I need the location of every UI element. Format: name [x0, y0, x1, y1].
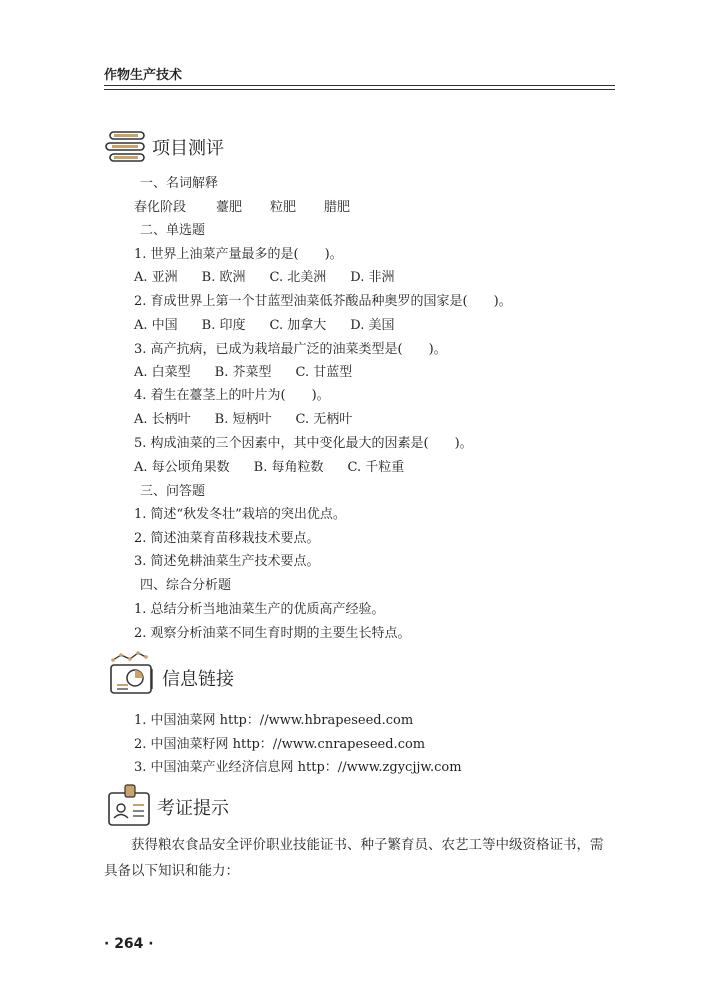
link-item[interactable]: 2. 中国油菜籽网 http：//www.cnrapeseed.com	[134, 737, 426, 752]
option: C. 北美洲	[269, 270, 327, 285]
question-2: 2. 育成世界上第一个甘蓝型油菜低芥酸品种奥罗的国家是( )。	[134, 294, 512, 309]
single-choice-heading: 二、单选题	[140, 223, 206, 238]
options-5	[134, 456, 404, 475]
option: D. 美国	[350, 318, 395, 333]
qa-heading: 三、问答题	[140, 484, 206, 499]
term: 薹肥	[216, 200, 243, 215]
option: C. 甘蓝型	[295, 365, 353, 380]
report-chart-icon	[108, 651, 158, 697]
question-3: 3. 高产抗病，已成为栽培最广泛的油菜类型是( )。	[134, 342, 447, 357]
term: 粒肥	[270, 200, 297, 215]
option: A. 每公顷角果数	[134, 460, 230, 475]
header-rule-top	[104, 85, 615, 86]
question-1: 1. 世界上油菜产量最多的是( )。	[134, 247, 343, 262]
qa-item: 3. 简述免耕油菜生产技术要点。	[134, 554, 320, 569]
qa-item: 1. 简述“秋发冬壮”栽培的突出优点。	[134, 507, 346, 522]
section-title-evaluation: 项目测评	[152, 138, 224, 159]
terms-heading: 一、名词解释	[140, 176, 219, 191]
certificate-paragraph: 获得粮农食品安全评价职业技能证书、种子繁育员、农艺工等中级资格证书，需具备以下知识和能力：	[104, 837, 604, 879]
running-header: 作物生产技术	[104, 68, 183, 83]
analysis-item: 1. 总结分析当地油菜生产的优质高产经验。	[134, 602, 385, 617]
options-1	[134, 266, 394, 285]
option: C. 千粒重	[347, 460, 405, 475]
qa-item: 2. 简述油菜育苗移栽技术要点。	[134, 531, 320, 546]
options-2	[134, 314, 394, 333]
option: B. 印度	[201, 318, 246, 333]
id-card-icon	[108, 783, 154, 827]
link-item[interactable]: 3. 中国油菜产业经济信息网 http：//www.zgycjjw.com	[134, 760, 462, 775]
section-title-links: 信息链接	[162, 669, 234, 690]
option: A. 亚洲	[134, 270, 178, 285]
analysis-item: 2. 观察分析油菜不同生育时期的主要生长特点。	[134, 626, 411, 641]
page-number: · 264 ·	[104, 936, 154, 952]
option: C. 无柄叶	[295, 412, 353, 427]
analysis-heading: 四、综合分析题	[140, 578, 232, 593]
option: D. 非洲	[350, 270, 395, 285]
question-5: 5. 构成油菜的三个因素中，其中变化最大的因素是( )。	[134, 436, 473, 451]
option: B. 每角粒数	[253, 460, 324, 475]
option: A. 长柄叶	[134, 412, 191, 427]
option: A. 白菜型	[134, 365, 191, 380]
options-3	[134, 361, 352, 380]
question-4: 4. 着生在薹茎上的叶片为( )。	[134, 388, 330, 403]
option: B. 欧洲	[201, 270, 246, 285]
link-item[interactable]: 1. 中国油菜网 http：//www.hbrapeseed.com	[134, 713, 414, 728]
term: 春化阶段	[134, 200, 187, 215]
option: A. 中国	[134, 318, 178, 333]
books-icon	[104, 131, 150, 163]
option: B. 芥菜型	[214, 365, 272, 380]
option: B. 短柄叶	[214, 412, 272, 427]
option: C. 加拿大	[269, 318, 327, 333]
terms-row	[134, 196, 350, 215]
header-rule-bottom	[104, 89, 615, 90]
section-title-certificate: 考证提示	[157, 798, 229, 819]
term: 腊肥	[324, 200, 351, 215]
options-4	[134, 408, 352, 427]
